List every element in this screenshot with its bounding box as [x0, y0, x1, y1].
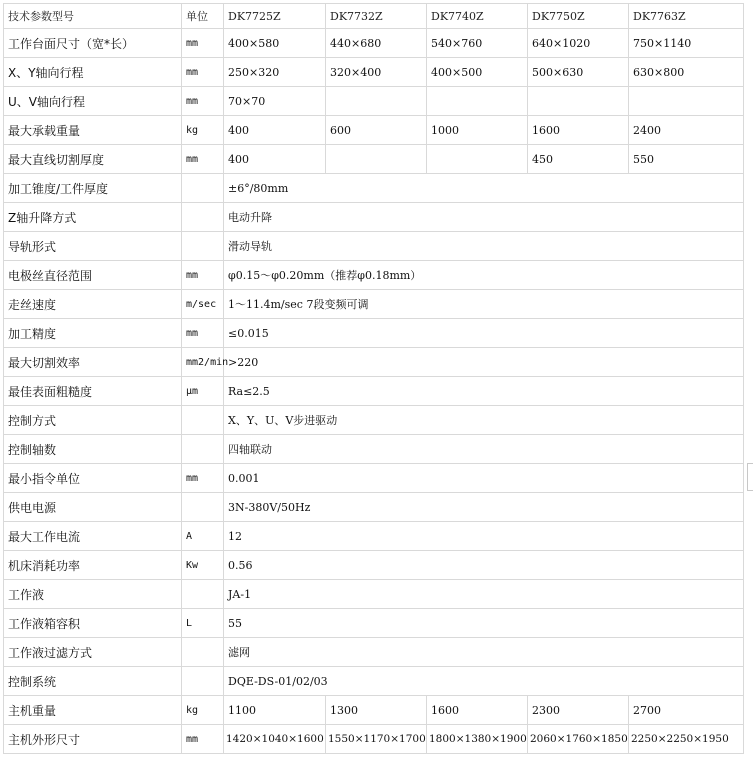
param-cell: U、V轴向行程: [4, 87, 182, 116]
table-row: [4, 464, 744, 493]
value-cell: 2700: [629, 696, 744, 725]
value-cell: 250×320: [224, 58, 326, 87]
value-cell: Ra≤2.5: [224, 377, 744, 406]
param-cell: 主机重量: [4, 696, 182, 725]
unit-cell: [182, 232, 224, 261]
unit-cell: [182, 580, 224, 609]
table-row: [4, 58, 744, 87]
table-row: [4, 232, 744, 261]
value-cell: JA-1: [224, 580, 744, 609]
param-cell: 主机外形尺寸: [4, 725, 182, 754]
value-cell: X、Y、U、V步进驱动: [224, 406, 744, 435]
value-cell: [326, 145, 427, 174]
unit-cell: mm: [182, 29, 224, 58]
value-cell: 1550×1170×1700: [326, 725, 427, 754]
param-cell: 加工锥度/工件厚度: [4, 174, 182, 203]
unit-cell: [182, 667, 224, 696]
unit-cell: mm: [182, 261, 224, 290]
table-row: [4, 638, 744, 667]
value-cell: 0.56: [224, 551, 744, 580]
value-cell: 滤网: [224, 638, 744, 667]
value-cell: 1600: [528, 116, 629, 145]
param-cell: 工作液箱容积: [4, 609, 182, 638]
value-cell: [427, 87, 528, 116]
param-cell: 最大承载重量: [4, 116, 182, 145]
header-param: 技术参数型号: [4, 4, 182, 29]
value-cell: [629, 87, 744, 116]
unit-cell: [182, 435, 224, 464]
value-cell: DQE-DS-01/02/03: [224, 667, 744, 696]
value-cell: 3N-380V/50Hz: [224, 493, 744, 522]
value-cell: 450: [528, 145, 629, 174]
unit-cell: mm: [182, 319, 224, 348]
value-cell: >220: [224, 348, 744, 377]
table-row: [4, 667, 744, 696]
param-cell: 控制系统: [4, 667, 182, 696]
param-cell: 最小指令单位: [4, 464, 182, 493]
value-cell: 滑动导轨: [224, 232, 744, 261]
value-cell: [326, 87, 427, 116]
unit-cell: mm: [182, 725, 224, 754]
unit-cell: μm: [182, 377, 224, 406]
param-cell: 导轨形式: [4, 232, 182, 261]
unit-cell: [182, 493, 224, 522]
table-row: [4, 493, 744, 522]
table-row: [4, 725, 744, 754]
param-cell: 加工精度: [4, 319, 182, 348]
table-row: [4, 87, 744, 116]
unit-cell: A: [182, 522, 224, 551]
unit-cell: [182, 203, 224, 232]
table-row: [4, 406, 744, 435]
value-cell: 400: [224, 145, 326, 174]
table-row: [4, 551, 744, 580]
param-cell: 最大切割效率: [4, 348, 182, 377]
param-cell: Z轴升降方式: [4, 203, 182, 232]
table-row: [4, 609, 744, 638]
value-cell: φ0.15～φ0.20mm（推荐φ0.18mm）: [224, 261, 744, 290]
value-cell: 12: [224, 522, 744, 551]
unit-cell: mm: [182, 87, 224, 116]
param-cell: 工作液过滤方式: [4, 638, 182, 667]
table-row: [4, 29, 744, 58]
value-cell: 1000: [427, 116, 528, 145]
unit-cell: kg: [182, 696, 224, 725]
table-row: [4, 145, 744, 174]
table-row: [4, 522, 744, 551]
value-cell: 2400: [629, 116, 744, 145]
table-row: [4, 290, 744, 319]
table-row: [4, 696, 744, 725]
unit-cell: mm: [182, 58, 224, 87]
value-cell: 400×580: [224, 29, 326, 58]
table-row: [4, 174, 744, 203]
header-row: [4, 4, 744, 29]
param-cell: 电极丝直径范围: [4, 261, 182, 290]
value-cell: 电动升降: [224, 203, 744, 232]
table-row: [4, 348, 744, 377]
value-cell: 70×70: [224, 87, 326, 116]
header-model: DK7732Z: [326, 4, 427, 29]
param-cell: 最大直线切割厚度: [4, 145, 182, 174]
table-row: [4, 116, 744, 145]
param-cell: 供电电源: [4, 493, 182, 522]
value-cell: 1300: [326, 696, 427, 725]
value-cell: 500×630: [528, 58, 629, 87]
table-row: [4, 377, 744, 406]
value-cell: 400: [224, 116, 326, 145]
unit-cell: [182, 638, 224, 667]
value-cell: 550: [629, 145, 744, 174]
param-cell: 工作台面尺寸（宽*长）: [4, 29, 182, 58]
spec-table: [3, 3, 744, 754]
scroll-edge-marker: [747, 463, 753, 491]
value-cell: 440×680: [326, 29, 427, 58]
table-row: [4, 203, 744, 232]
value-cell: [528, 87, 629, 116]
header-model: DK7763Z: [629, 4, 744, 29]
value-cell: 0.001: [224, 464, 744, 493]
value-cell: 630×800: [629, 58, 744, 87]
value-cell: [427, 145, 528, 174]
value-cell: 2300: [528, 696, 629, 725]
table-row: [4, 319, 744, 348]
value-cell: 1100: [224, 696, 326, 725]
value-cell: 750×1140: [629, 29, 744, 58]
param-cell: 走丝速度: [4, 290, 182, 319]
value-cell: 2060×1760×1850: [528, 725, 629, 754]
value-cell: ≤0.015: [224, 319, 744, 348]
value-cell: 540×760: [427, 29, 528, 58]
value-cell: ±6°/80mm: [224, 174, 744, 203]
value-cell: 四轴联动: [224, 435, 744, 464]
unit-cell: Kw: [182, 551, 224, 580]
param-cell: 控制方式: [4, 406, 182, 435]
unit-cell: mm2/min: [182, 348, 224, 377]
unit-cell: mm: [182, 464, 224, 493]
value-cell: 1～11.4m/sec 7段变频可调: [224, 290, 744, 319]
table-row: [4, 435, 744, 464]
header-model: DK7740Z: [427, 4, 528, 29]
unit-cell: kg: [182, 116, 224, 145]
unit-cell: m/sec: [182, 290, 224, 319]
table-row: [4, 261, 744, 290]
header-model: DK7725Z: [224, 4, 326, 29]
unit-cell: [182, 406, 224, 435]
table-row: [4, 580, 744, 609]
unit-cell: mm: [182, 145, 224, 174]
param-cell: 最佳表面粗糙度: [4, 377, 182, 406]
unit-cell: [182, 174, 224, 203]
value-cell: 1600: [427, 696, 528, 725]
value-cell: 1800×1380×1900: [427, 725, 528, 754]
param-cell: 机床消耗功率: [4, 551, 182, 580]
value-cell: 600: [326, 116, 427, 145]
unit-cell: L: [182, 609, 224, 638]
header-model: DK7750Z: [528, 4, 629, 29]
value-cell: 1420×1040×1600: [224, 725, 326, 754]
param-cell: 最大工作电流: [4, 522, 182, 551]
header-unit: 单位: [182, 4, 224, 29]
value-cell: 55: [224, 609, 744, 638]
value-cell: 640×1020: [528, 29, 629, 58]
value-cell: 320×400: [326, 58, 427, 87]
value-cell: 2250×2250×1950: [629, 725, 744, 754]
param-cell: 工作液: [4, 580, 182, 609]
param-cell: 控制轴数: [4, 435, 182, 464]
param-cell: X、Y轴向行程: [4, 58, 182, 87]
value-cell: 400×500: [427, 58, 528, 87]
